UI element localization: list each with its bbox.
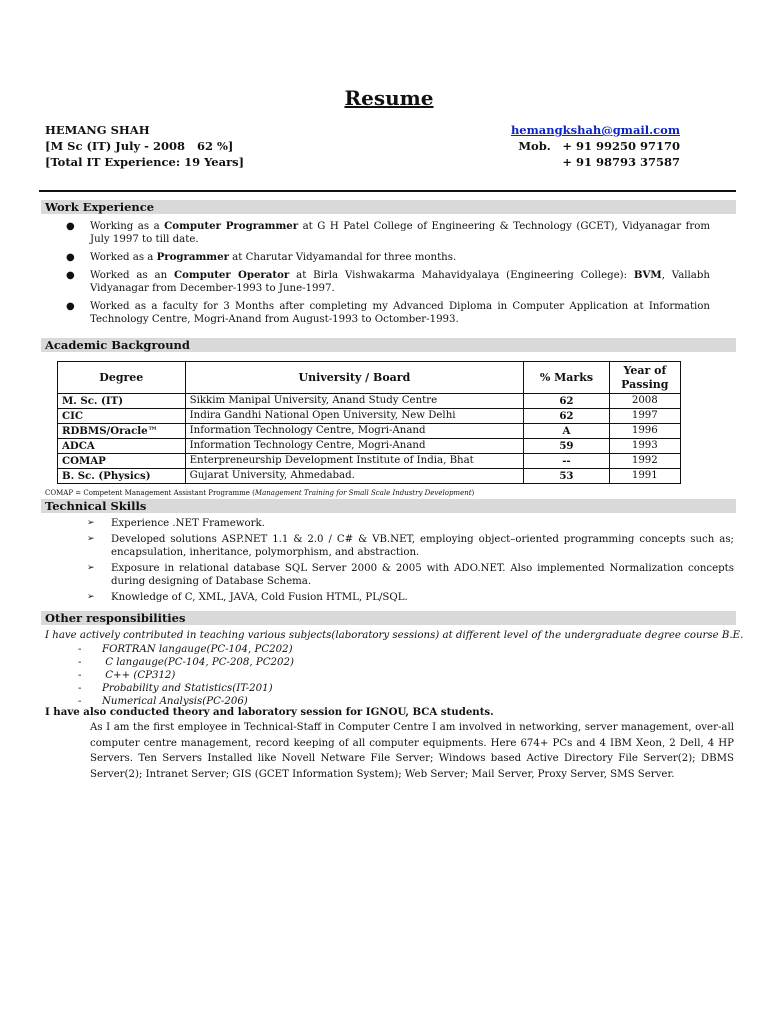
email-link[interactable]: hemangkshah@gmail.com (510, 123, 680, 137)
comap-footnote: COMAP = Competent Management Assistant Programme (Management Training for Small Scale Industry Development) (45, 489, 475, 497)
work-list (60, 220, 710, 331)
candidate-name: HEMANG SHAH (45, 123, 150, 137)
list-item: - FORTRAN langauge(PC-104, PC202) (78, 644, 293, 655)
column-header-marks: % Marks (524, 362, 609, 394)
academic-table (57, 361, 681, 484)
skill-item: ➢ Developed solutions ASP.NET 1.1 & 2.0 / C# & VB.NET, employing object–oriented programming concepts such as; encapsulation, inheritance, polymorphism, and abstraction. (87, 534, 734, 558)
arrow-bullet-icon: ➢ (87, 563, 95, 573)
column-header-degree: Degree (58, 362, 186, 394)
table-row: COMAP Enterpreneurship Development Institute of India, Bhat -- 1992 (58, 454, 681, 469)
work-item: ● Working as a Computer Programmer at G H Patel College of Engineering & Technology (GCET), Vidyanagar from July 1997 to till date. (66, 220, 711, 245)
table-row: B. Sc. (Physics) Gujarat University, Ahmedabad. 53 1991 (58, 469, 681, 484)
column-header-year: Year of Passing (609, 362, 680, 394)
table-row: CIC Indira Gandhi National Open University, New Delhi 62 1997 (58, 409, 681, 424)
work-item: ● Worked as a faculty for 3 Months after completing my Advanced Diploma in Computer Application at Information Technology Centre, Mogri-Anand from August-1993 to Octomber-1993. (66, 301, 710, 325)
teaching-intro: I have actively contributed in teaching various subjects(laboratory sessions) at different level of the undergraduate degree course B.E. (45, 630, 744, 641)
bullet-icon: ● (66, 270, 75, 281)
work-item: ● Worked as a Programmer at Charutar Vidyamandal for three months. (66, 251, 457, 263)
bullet-icon: ● (66, 252, 75, 263)
column-header-university: University / Board (185, 362, 524, 394)
arrow-bullet-icon: ➢ (87, 518, 95, 528)
arrow-bullet-icon: ➢ (87, 592, 95, 602)
list-item: - C++ (CP312) (78, 670, 176, 681)
degree-summary: [M Sc (IT) July - 2008 62 %] (45, 139, 234, 153)
bullet-icon: ● (66, 221, 75, 232)
skill-item: ➢ Exposure in relational database SQL Server 2000 & 2005 with ADO.NET. Also implemented Normalization concepts during designing of Database Schema. (87, 563, 734, 587)
subjects-list (78, 643, 294, 708)
ignou-statement: I have also conducted theory and laboratory session for IGNOU, BCA students. (45, 706, 494, 718)
header-contact (511, 122, 680, 170)
table-row: M. Sc. (IT) Sikkim Manipal University, Anand Study Centre 62 2008 (58, 394, 681, 409)
phone-secondary: + 91 98793 37587 (562, 155, 680, 169)
section-heading-other: Other responsibilities (41, 611, 736, 625)
dash-bullet-icon: - (78, 657, 82, 668)
list-item: - Probability and Statistics(IT-201) (78, 683, 273, 694)
section-heading-academic: Academic Background (41, 338, 736, 352)
skill-item: ➢ Experience .NET Framework. (87, 518, 265, 529)
skill-item: ➢ Knowledge of C, XML, JAVA, Cold Fusion HTML, PL/SQL. (87, 592, 408, 603)
header-left (45, 122, 244, 170)
dash-bullet-icon: - (78, 644, 82, 655)
document-title: Resume (344, 86, 434, 110)
phone-primary: + 91 99250 97170 (562, 139, 680, 153)
mobile-label: Mob. (518, 139, 551, 153)
dash-bullet-icon: - (78, 683, 82, 694)
work-item: ● Worked as an Computer Operator at Birla Vishwakarma Mahavidyalaya (Engineering College): BVM, Vallabh Vidyanagar from December-1993 to June-1997. (66, 269, 710, 294)
bullet-icon: ● (66, 301, 75, 312)
dash-bullet-icon: - (78, 670, 82, 681)
list-item: - Numerical Analysis(PC-206) (78, 696, 248, 707)
table-row: RDBMS/Oracle™ Information Technology Centre, Mogri-Anand A 1996 (58, 424, 681, 439)
table-header-row (58, 362, 681, 394)
list-item: - C langauge(PC-104, PC-208, PC202) (78, 657, 294, 668)
technical-list (87, 517, 734, 607)
responsibilities-paragraph: As I am the first employee in Technical-Staff in Computer Centre I am involved in networking, server management, over-all computer centre management, record keeping of all computer equipments. Here 674+ PCs and 4 IBM Xeon, 2 Dell, 4 HP Servers. Ten Servers Installed like Novell Netware File Server; Windows based Active Directory File Server(2); DBMS Server(2); Intranet Server; GIS (GCET Information System); Web Server; Mail Server, Proxy Server, SMS Server. (90, 722, 734, 780)
section-heading-technical: Technical Skills (41, 499, 736, 513)
experience-summary: [Total IT Experience: 19 Years] (45, 155, 245, 169)
table-row: ADCA Information Technology Centre, Mogri-Anand 59 1993 (58, 439, 681, 454)
arrow-bullet-icon: ➢ (87, 534, 95, 544)
section-heading-work: Work Experience (41, 200, 736, 214)
dash-bullet-icon: - (78, 696, 82, 707)
header-divider (39, 190, 736, 192)
